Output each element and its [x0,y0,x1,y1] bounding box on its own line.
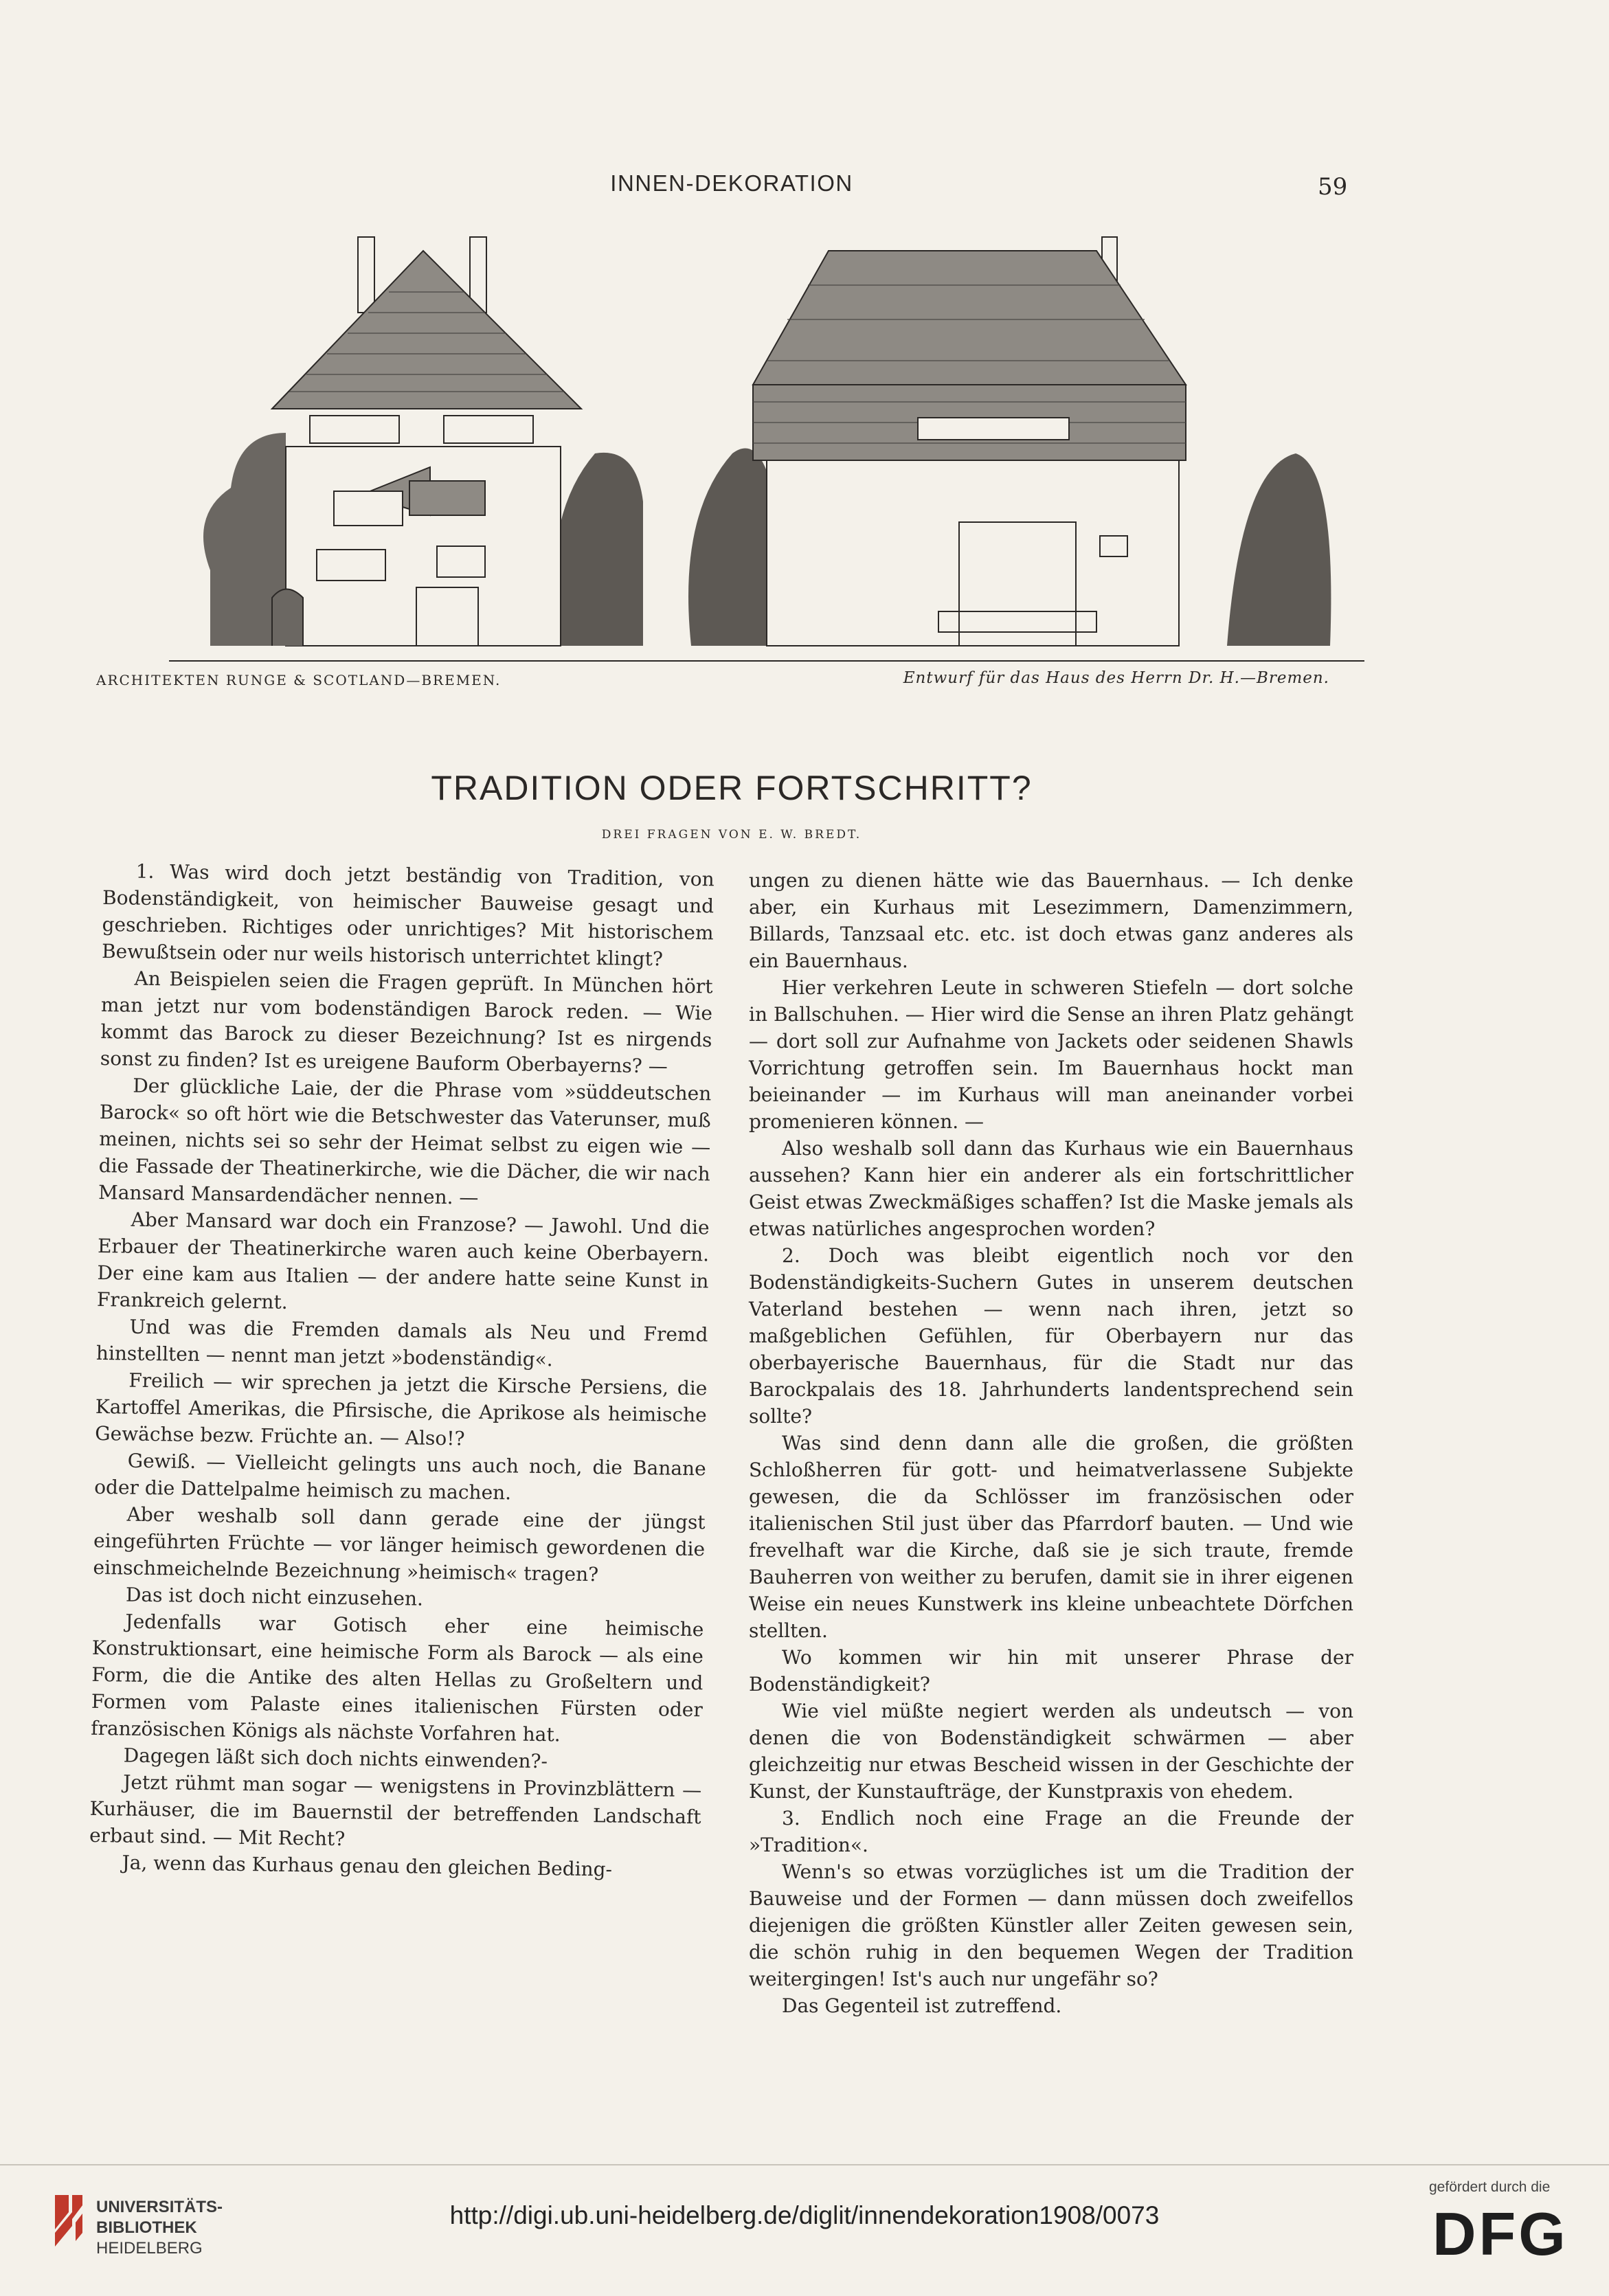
house-elevations-illustration [169,227,1364,666]
library-line: UNIVERSITÄTS- [96,2198,223,2216]
paragraph: Was sind denn dann alle die großen, die größten Schloßherren für gott- und heimatverlassene Subjekte gewesen, die da Schlösser im französischen oder italienischen Stil just über das Pfarrdorf bauten. — Und wie frevelhaft war die Kirche, daß sie je sich traute, fremde Bauherren von weither zu berufen, damit sie in ihrer eigenen Weise ein neues Kunstwerk ins kleine unbeachtete Dörfchen stellten. [749,1432,1353,1642]
paragraph: 3. Endlich noch eine Frage an die Freunde der »Tradition«. [749,1807,1353,1856]
paragraph: Dagegen läßt sich doch nichts einwenden?- [123,1744,548,1773]
article-title: TRADITION ODER FORTSCHRITT? [431,769,1033,807]
article-left-column [89,857,715,1884]
page-number: 59 [1318,173,1348,201]
paragraph: Ja, wenn das Kurhaus genau den gleichen Beding- [122,1851,613,1881]
paragraph: Das ist doch nicht einzusehen. [125,1583,424,1610]
paragraph: Jetzt rühmt man sogar — wenigstens in Provinzblättern — Kurhäuser, die im Bauernstil der betreffenden Landschaft erbaut sind. — Mit Recht? [89,1770,702,1851]
funded-by-label: gefördert durch die [1429,2179,1551,2195]
footer-divider [0,2164,1609,2165]
paragraph: 2. Doch was bleibt eigentlich noch vor den Bodenständigkeits-Suchern Gutes in unserem deutschen Vaterland bestehen — wenn nach ihren, jetzt so maßgeblichen Gefühlen, für Oberbayern nur das oberbayerische Bauernhaus, für die Stadt nur das Barockpalais des 18. Jahrhunderts landentsprechend sein sollte? [749,1244,1353,1428]
paragraph: 1. Was wird doch jetzt beständig von Tradition, von Bodenständigkeit, von heimischer Bauweise gesagt und geschrieben. Richtiges oder unrichtiges? Mit historischem Bewußtsein oder nur weils historisch unterrichtet klingt? [101,859,715,971]
paragraph: Hier verkehren Leute in schweren Stiefeln — dort solche in Ballschuhen. — Hier wird die Sense an ihren Platz gehängt — dort soll zur Aufnahme von Jackets oder seidenen Shawls Vorrichtung getroffen sein. Im Bauernhaus hockt man beieinander — im Kurhaus will man aneinander vorbei promenieren können. — [749,976,1353,1133]
paragraph: Und was die Fremden damals als Neu und Fremd hinstellten — nennt man jetzt »bodenständig«. [95,1315,708,1371]
paragraph: An Beispielen seien die Fragen geprüft. In München hört man jetzt nur vom bodenständigen Barock reden. — Wie kommt das Barock zu dieser Bezeichnung? Ist es nirgends sonst zu finden? Ist es ureigene Bauform Oberbayerns? — [100,967,713,1078]
article-right-column [749,867,1353,2019]
paragraph: Aber weshalb soll dann gerade eine der jüngst eingeführten Früchte — vor länger heimisch gewordenen die einschmeichelnde Bezeichnung »heimisch« tragen? [93,1502,706,1586]
illustration-caption-design: Entwurf für das Haus des Herrn Dr. H.—Bremen. [903,669,1329,687]
paragraph: Freilich — wir sprechen ja jetzt die Kirsche Persiens, die Kartoffel Amerikas, die Pfirsische, die Aprikose als heimische Gewächse bezw. Früchte an. — Also!? [95,1369,708,1450]
paragraph: Wo kommen wir hin mit unserer Phrase der Bodenständigkeit? [749,1646,1353,1696]
paragraph: ungen zu dienen hätte wie das Bauernhaus. — Ich denke aber, ein Kurhaus mit Lesezimmern, Damenzimmern, Billards, Tanzsaal etc. etc. ist doch etwas ganz anderes als ein Bauernhaus. [749,869,1353,972]
paragraph: Wie viel müßte negiert werden als undeutsch — von denen die von Bodenständigkeit schwärmen — aber gleichzeitig nur etwas Bescheid wissen in der Geschichte der Kunst, der Kunstaufträge, der Kunstpraxis von ehedem. [749,1700,1353,1803]
paragraph: Aber Mansard war doch ein Franzose? — Jawohl. Und die Erbauer der Theatinerkirche waren auch keine Oberbayern. Der eine kam aus Italien — der andere hatte seine Kunst in Frankreich gelernt. [96,1208,710,1314]
permalink-url[interactable]: http://digi.ub.uni-heidelberg.de/diglit/innendekoration1908/0073 [449,2201,1160,2229]
paragraph: Gewiß. — Vielleicht gelingts uns auch noch, die Banane oder die Dattelpalme heimisch zu machen. [93,1449,706,1505]
paragraph: Das Gegenteil ist zutreffend. [782,1994,1062,2017]
paragraph: Also weshalb soll dann das Kurhaus wie ein Bauernhaus aussehen? Kann hier ein anderer als ein fortschrittlicher Geist etwas Zweckmäßiges schaffen? Ist die Maske jemals als etwas natürliches angesprochen worden? [749,1137,1353,1240]
dfg-logo: DFG [1432,2200,1568,2268]
library-line: BIBLIOTHEK [96,2218,197,2237]
paragraph: Jedenfalls war Gotisch eher eine heimische Konstruktionsart, eine heimische Form als Barock — als eine Form, die die Antike des alten Hellas zu Großeltern und Formen vom Palaste eines italienischen Fürsten oder französischen Königs als nächste Vorfahren hat. [91,1610,704,1746]
running-head: INNEN-DEKORATION [610,170,853,196]
paragraph: Wenn's so etwas vorzügliches ist um die Tradition der Bauweise und der Formen — dann müssen doch zweifellos diejenigen die größten Künstler aller Zeiten gewesen sein, die schön ruhig in den bequemen Wegen der Tradition weitergingen! Ist's auch nur ungefähr so? [749,1860,1353,1990]
library-line: HEIDELBERG [96,2239,203,2258]
article-byline: DREI FRAGEN VON E. W. BREDT. [601,828,862,842]
illustration-caption-architects: ARCHITEKTEN RUNGE & SCOTLAND—BREMEN. [96,672,502,688]
paragraph: Der glückliche Laie, der die Phrase vom »süddeutschen Barock« so oft hört wie die Betschwester das Vaterunser, muß meinen, nichts sei so sehr der Heimat selbst zu eigen wie — die Fassade der Theatinerkirche, wie die Dächer, die wir nach Mansard Mansardendächer nennen. — [98,1074,712,1209]
